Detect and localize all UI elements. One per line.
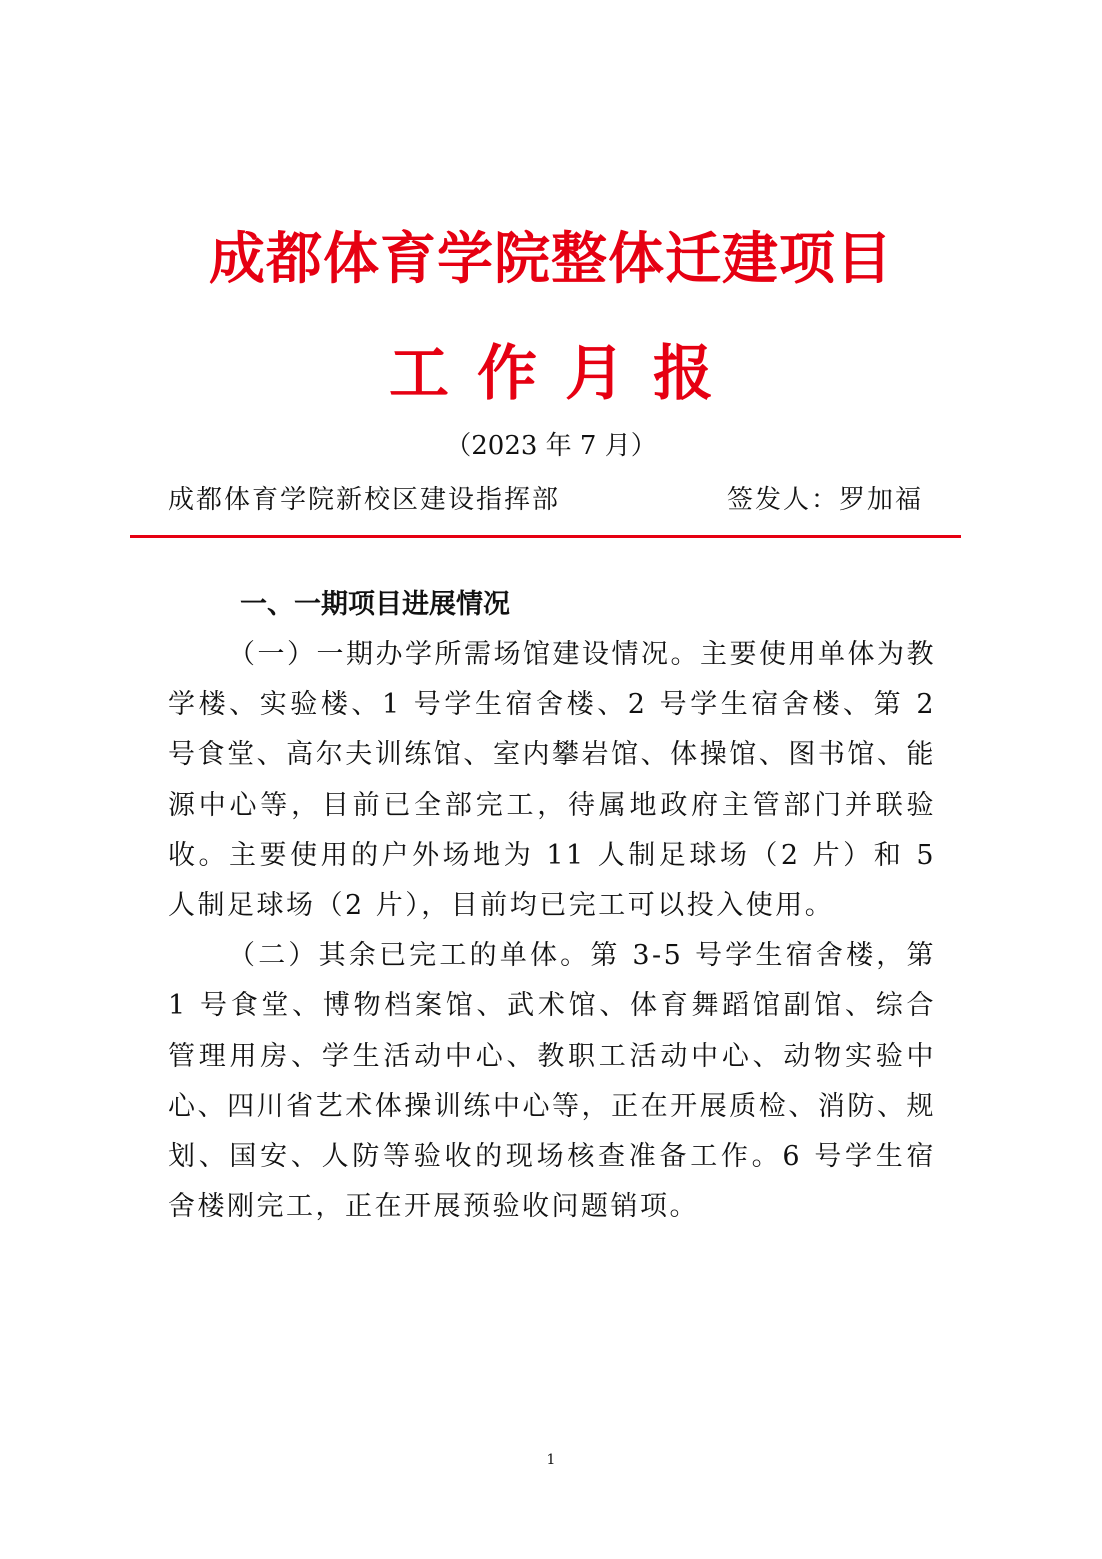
doc-title-line2: 工作月报 — [389, 339, 741, 409]
issuer-row — [168, 480, 923, 520]
issuer-name: 成都体育学院新校区建设指挥部 — [168, 485, 561, 515]
section-heading-1: 一、一期项目进展情况 — [240, 589, 510, 620]
body-content — [168, 580, 936, 1232]
page-number: 1 — [546, 1452, 556, 1468]
paragraph-2: （二）其余已完工的单体。第 3-5 号学生宿舍楼，第 1 号食堂、博物档案馆、武术馆、体育舞蹈馆副馆、综合管理用房、学生活动中心、教职工活动中心、动物实验中心、四川省艺术体操训练中心等，正在开展质检、消防、规划、国安、人防等验收的现场核查准备工作。6 号学生宿舍楼刚完工，正在开展预验收问题销项。 — [168, 940, 936, 1223]
doc-title-line1: 成都体育学院整体迁建项目 — [209, 227, 893, 292]
red-divider-line — [130, 535, 961, 538]
signer-name: 签发人：罗加福 — [726, 485, 923, 515]
paragraph-1: （一）一期办学所需场馆建设情况。主要使用单体为教学楼、实验楼、1 号学生宿舍楼、2 号学生宿舍楼、第 2 号食堂、高尔夫训练馆、室内攀岩馆、体操馆、图书馆、能源中心等，目前已全部完工，待属地政府主管部门并联验收。主要使用的户外场地为 11 人制足球场（2 片）和 5 人制足球场（2 片），目前均已完工可以投入使用。 — [168, 639, 936, 922]
report-date: （2023 年 7 月） — [445, 431, 657, 461]
